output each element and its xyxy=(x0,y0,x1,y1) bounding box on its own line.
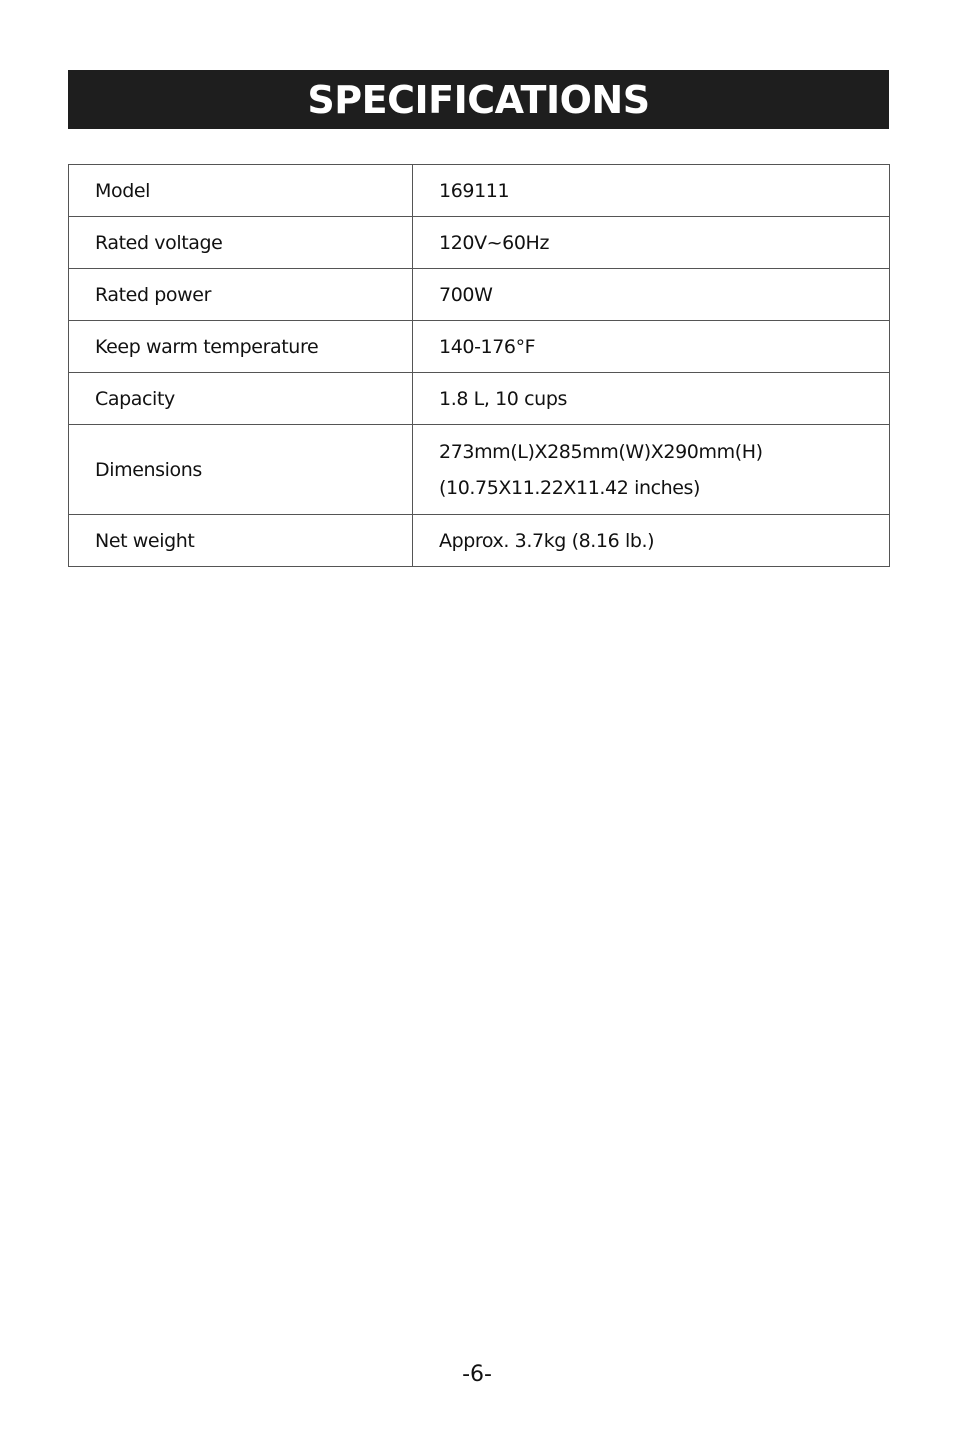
spec-value: 700W xyxy=(413,269,890,321)
spec-label: Rated power xyxy=(69,269,413,321)
table-row xyxy=(69,165,890,217)
spec-value-line: (10.75X11.22X11.42 inches) xyxy=(439,476,701,499)
spec-value-line: 273mm(L)X285mm(W)X290mm(H) xyxy=(439,440,763,463)
table-row xyxy=(69,321,890,373)
spec-value: 120V~60Hz xyxy=(413,217,890,269)
table-row xyxy=(69,515,890,567)
spec-label: Dimensions xyxy=(69,425,413,515)
page-title: SPECIFICATIONS xyxy=(307,77,650,122)
spec-label: Net weight xyxy=(69,515,413,567)
table-row xyxy=(69,217,890,269)
spec-label: Rated voltage xyxy=(69,217,413,269)
spec-label: Capacity xyxy=(69,373,413,425)
spec-value xyxy=(413,425,890,515)
specifications-header xyxy=(68,70,889,129)
spec-label: Keep warm temperature xyxy=(69,321,413,373)
page-number: -6- xyxy=(462,1362,492,1387)
specifications-table xyxy=(68,164,890,567)
spec-value: 1.8 L, 10 cups xyxy=(413,373,890,425)
table-row xyxy=(69,425,890,515)
spec-value: 169111 xyxy=(413,165,890,217)
spec-label: Model xyxy=(69,165,413,217)
spec-value: 140-176°F xyxy=(413,321,890,373)
table-row xyxy=(69,373,890,425)
table-row xyxy=(69,269,890,321)
spec-value: Approx. 3.7kg (8.16 lb.) xyxy=(413,515,890,567)
